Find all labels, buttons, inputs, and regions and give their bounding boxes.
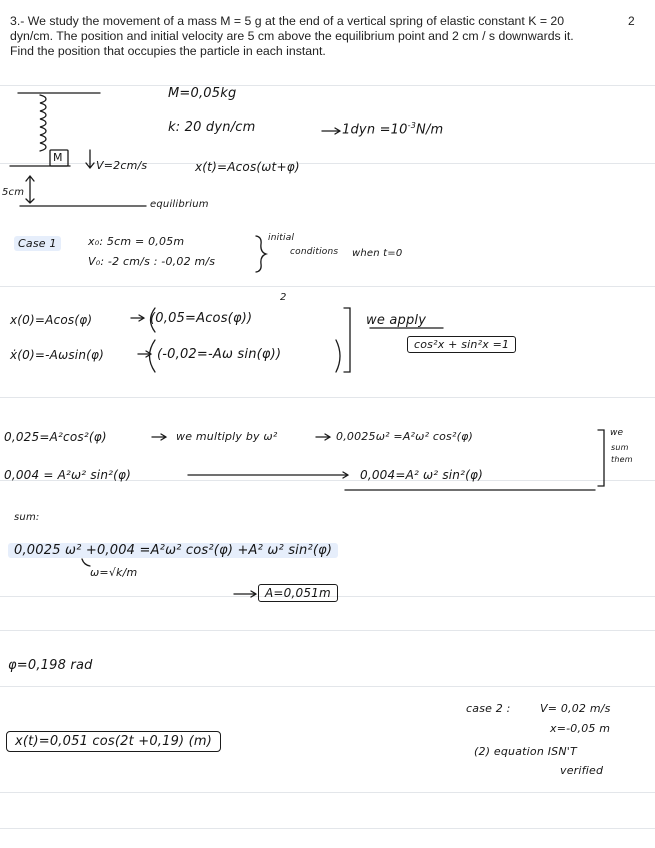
sum-heading: sum: — [14, 512, 40, 523]
spring-constant: k: 20 dyn/cm — [168, 120, 256, 135]
v0-equation: ẋ(0)=-Aωsin(φ) — [10, 348, 105, 362]
case1-x0: x₀: 5cm = 0,05m — [88, 235, 185, 248]
sum-label: sum — [611, 443, 629, 452]
page-number: 2 — [628, 14, 635, 28]
case2-note-line2: verified — [560, 764, 604, 777]
dyn-conversion-exponent: -3 — [407, 121, 417, 130]
conditions-label: conditions — [290, 247, 339, 257]
multiply-line2-rhs: 0,004=A² ω² sin²(φ) — [360, 468, 483, 482]
we-label: we — [610, 428, 624, 438]
identity-box: cos²x + sin²x =1 — [407, 336, 516, 353]
x0-condition: (0,05=Acos(φ)) — [150, 311, 253, 326]
multiply-by-label: we multiply by ω² — [176, 430, 278, 443]
sum-equation: 0,0025 ω² +0,004 =A²ω² cos²(φ) +A² ω² sin²(φ) — [8, 543, 338, 558]
mass-value: M=0,05kg — [168, 86, 237, 101]
position-result-box: x(t)=0,051 cos(2t +0,19) (m) — [6, 731, 221, 752]
multiply-line2-lhs: 0,004 = A²ω² sin²(φ) — [4, 468, 132, 482]
position-equation: x(t)=Acos(ωt+φ) — [195, 160, 300, 174]
dyn-conversion-unit: N/m — [416, 122, 444, 138]
problem-statement: 3.- We study the movement of a mass M = 5 g at the end of a vertical spring of elastic constant K = 20 dyn/cm. The position and initial velocity are 5 cm above the equilibrium point and 2 cm / s downwards it. Find the position that occupies the particle in each instant. — [10, 14, 574, 58]
square-exponent: 2 — [280, 292, 287, 303]
apply-bracket — [344, 308, 350, 372]
initial-label: initial — [268, 233, 295, 243]
case2-note-line1: (2) equation ISN'T — [474, 745, 577, 758]
velocity-label: V=2cm/s — [96, 159, 148, 172]
dyn-conversion — [342, 121, 443, 137]
displacement-arrow — [26, 176, 34, 203]
dyn-conversion-base: 1dyn =10 — [342, 122, 408, 138]
multiply-line1-rhs: 0,0025ω² =A²ω² cos²(φ) — [336, 430, 474, 443]
spring-coil — [40, 95, 46, 151]
v0-condition: (-0,02=-Aω sin(φ)) — [157, 347, 282, 362]
velocity-arrow — [86, 150, 94, 168]
conversion-arrow — [322, 128, 340, 134]
case1-v0: V₀: -2 cm/s : -0,02 m/s — [88, 255, 216, 268]
case2-label: case 2 : — [466, 702, 511, 715]
arrow-x0 — [131, 315, 144, 321]
omega-equation: ω=√k/m — [90, 566, 138, 579]
when-label: when t=0 — [352, 248, 403, 259]
equilibrium-label: equilibrium — [150, 199, 209, 210]
displacement-label: 5cm — [2, 187, 25, 198]
phase-value: φ=0,198 rad — [8, 658, 93, 673]
amplitude-box: A=0,051m — [258, 584, 338, 602]
we-apply-label: we apply — [366, 313, 427, 328]
case1-label: Case 1 — [14, 236, 61, 251]
case2-velocity: V= 0,02 m/s — [540, 702, 611, 715]
case2-position: x=-0,05 m — [550, 722, 611, 735]
multiply-line1-lhs: 0,025=A²cos²(φ) — [4, 430, 107, 444]
mass-label: M — [53, 151, 63, 164]
x0-equation: x(0)=Acos(φ) — [10, 313, 93, 327]
them-label: them — [611, 455, 633, 464]
initial-brace — [256, 236, 266, 272]
